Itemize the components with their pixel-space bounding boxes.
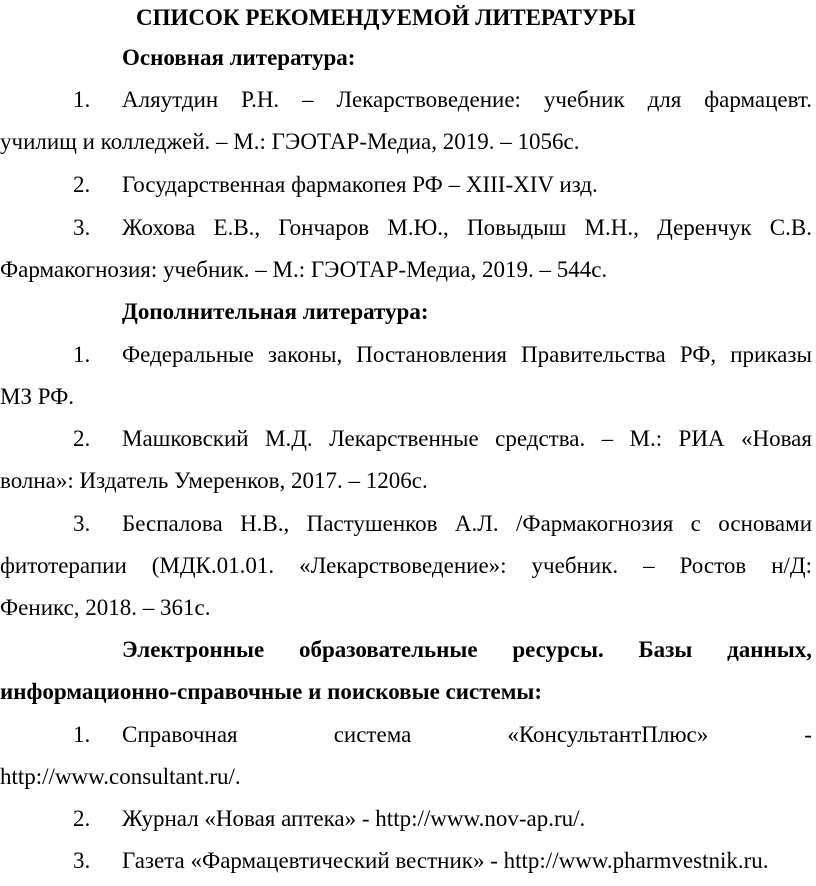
list-item-line: Жохова Е.В., Гончаров М.Ю., Повыдыш М.Н., Деренчук С.В.	[122, 215, 812, 240]
section-heading-electronic-line2: информационно-справочные и поисковые системы:	[0, 679, 542, 704]
list-item-number: 1.	[73, 342, 91, 367]
list-item-line: Федеральные законы, Постановления Правительства РФ, приказы	[122, 342, 812, 367]
list-item-line: волна»: Издатель Умеренков, 2017. – 1206с.	[0, 468, 428, 493]
list-item-line: Фармакогнозия: учебник. – М.: ГЭОТАР-Медиа, 2019. – 544с.	[0, 257, 608, 282]
page-title: СПИСОК РЕКОМЕНДУЕМОЙ ЛИТЕРАТУРЫ	[136, 5, 636, 30]
list-item-number: 2.	[73, 172, 91, 197]
list-item-line: МЗ РФ.	[0, 384, 75, 409]
list-item-number: 2.	[73, 806, 91, 831]
list-item-number: 2.	[73, 426, 91, 451]
list-item-line: фитотерапии (МДК.01.01. «Лекарствоведение»: учебник. – Ростов н/Д:	[0, 553, 812, 578]
list-item-line: Журнал «Новая аптека» - http://www.nov-ap.ru/.	[122, 806, 586, 831]
list-item-line: училищ и колледжей. – М.: ГЭОТАР-Медиа, 2019. – 1056с.	[0, 129, 580, 154]
section-heading-main: Основная литература:	[122, 45, 356, 70]
consultant-link[interactable]: http://www.consultant.ru/.	[0, 764, 241, 789]
list-item-number: 3.	[73, 511, 91, 536]
list-item-line: Аляутдин Р.Н. – Лекарствоведение: учебник для фармацевт.	[122, 87, 812, 112]
list-item-line: Машковский М.Д. Лекарственные средства. – М.: РИА «Новая	[122, 426, 812, 451]
list-item-number: 1.	[73, 87, 91, 112]
list-item-line: Газета «Фармацевтический вестник» - http://www.pharmvestnik.ru.	[122, 848, 769, 873]
list-item-line: Феникс, 2018. – 361с.	[0, 595, 211, 620]
list-item-line: Беспалова Н.В., Пастушенков А.Л. /Фармакогнозия с основами	[122, 511, 812, 536]
section-heading-additional: Дополнительная литература:	[122, 299, 429, 324]
list-item-number: 1.	[73, 722, 91, 747]
list-item-line: Государственная фармакопея РФ – XIII-XIV изд.	[122, 172, 598, 197]
list-item-number: 3.	[73, 848, 91, 873]
list-item-line: Справочная система «КонсультантПлюс» -	[122, 722, 812, 747]
section-heading-electronic: Электронные образовательные ресурсы. Базы данных,	[122, 637, 812, 662]
list-item-number: 3.	[73, 215, 91, 240]
